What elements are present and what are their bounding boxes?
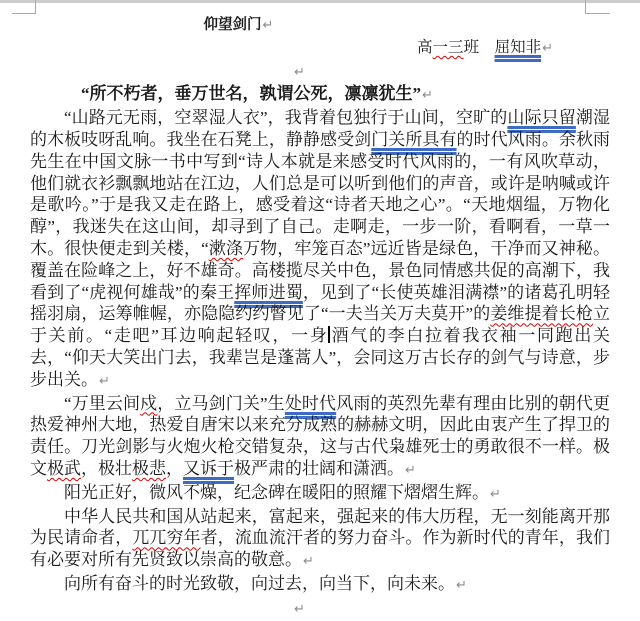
page-top-edge xyxy=(0,0,640,3)
text-run: 立于关前。“走吧”耳边响起轻叹，一身 xyxy=(30,304,611,346)
text-run: 酒气的李白拉着我衣袖一同跑出关去，“仰天大笑出门去，我辈岂是蓬蒿人”，会同这万古长存的剑气与诗意，步步出关。 xyxy=(30,326,611,389)
pilcrow-mark: ↵ xyxy=(303,554,314,570)
text-run: 班 xyxy=(463,38,495,56)
spellcheck-flagged-text: 兀兀穷年 xyxy=(132,528,201,548)
empty-line[interactable] xyxy=(30,60,610,84)
pilcrow-mark: ↵ xyxy=(99,373,110,389)
pilcrow-mark: ↵ xyxy=(405,462,416,478)
body-paragraph[interactable] xyxy=(30,506,610,573)
spellcheck-flagged-text: 一三 xyxy=(432,38,464,56)
spellcheck-flagged-text: 漱涤 xyxy=(208,238,244,258)
text-run: 的时代风雨。余秋雨先生在中国文脉一书中写到“诗人本就是来感受时代风雨的，一有风吹草动，他们就衣衫飘飘地站在江边，人们总是可以听到他们的声音，或许是呐喊或许是歌吟。”于是我又走在路上，感受着这“诗者天地之心”。“天地烟缊，万物化醇”，我迷失在这山间，却寻到了自己。走啊走，一步一阶，看啊看，一草一木。很快便走到关楼，“ xyxy=(30,129,611,258)
document-title-line[interactable] xyxy=(30,15,610,37)
grammar-flagged-text: 又诉于 xyxy=(183,458,234,478)
grammar-flagged-text: 挥师进蜀 xyxy=(234,282,303,302)
pilcrow-mark: ↵ xyxy=(542,40,553,56)
spellcheck-flagged-text: 极武 xyxy=(47,458,81,478)
author-line[interactable] xyxy=(30,37,610,60)
grammar-flagged-text: 山际只留 xyxy=(507,108,576,128)
text-run: 者，流血流汗者的努力奋斗。作为新时代的青年，我们有必要对所有先贤致以崇高的敬意。 xyxy=(30,528,611,570)
empty-line[interactable] xyxy=(30,597,610,621)
text-run: “万里云间 xyxy=(64,393,141,413)
body-paragraph[interactable] xyxy=(30,573,610,597)
pilcrow-mark: ↵ xyxy=(262,18,274,33)
text-run: “所不朽者，垂万世名，孰谓公死，凛凛犹生” xyxy=(81,84,421,104)
text-run: 阳光正好，微风不燥，纪念碑在暖阳的照耀下熠熠生辉。 xyxy=(64,482,489,502)
margin-crop-mark-right xyxy=(585,0,610,14)
pilcrow-mark: ↵ xyxy=(456,577,467,593)
epigraph-line[interactable] xyxy=(30,83,610,107)
spellcheck-flagged-text: 极悲 xyxy=(132,458,166,478)
grammar-flagged-text: 处时代 xyxy=(284,393,337,413)
grammar-flagged-text: 门关所具有 xyxy=(371,129,457,149)
text-run: 极严肃的壮阔和潇洒。 xyxy=(234,458,404,478)
body-paragraph[interactable] xyxy=(30,107,610,392)
pilcrow-mark: ↵ xyxy=(422,88,433,104)
pilcrow-mark: ↵ xyxy=(490,486,501,502)
document-text-area[interactable] xyxy=(30,15,610,621)
text-run: 万物，牢笼百态”远近皆是绿色，干净而又神秘。覆盖在险峰之上，好不雄奇。高楼揽尽关中色，景色同情感共促的高潮下，我看到了“虎视何雄哉”的秦王 xyxy=(30,238,611,302)
text-run: 中华人民共和国从站起来，富起来，强起来的伟大历程，无一刻能离开那为民请命者， xyxy=(30,506,610,548)
pilcrow-mark: ↵ xyxy=(294,601,305,617)
text-run: 向所有奋斗的时光致敬，向过去，向当下，向未来。 xyxy=(64,573,455,593)
text-run: “山路元无雨，空翠湿人衣”，我背着包独行于山间，空旷的 xyxy=(64,108,508,128)
text-run: ， xyxy=(166,458,183,478)
pilcrow-mark: ↵ xyxy=(294,64,305,80)
text-run: 高 xyxy=(417,38,433,56)
margin-crop-mark-left xyxy=(12,0,36,14)
text-run: 潮湿的木板吱呀乱响。我坐在石凳上，静静感受剑 xyxy=(30,108,611,149)
text-run: ，极壮 xyxy=(81,458,132,478)
spellcheck-flagged-text: 戍 xyxy=(140,393,158,413)
grammar-flagged-text: 屈知非 xyxy=(494,38,542,56)
text-run: 风雨的英烈先辈有理由比别的朝代更热爱神州大地，热爱自唐宋以来充分成熟的赫赫文明，因此由衷产生了捍卫的责任。刀光剑影与火炮火枪交错复杂，这与古代枭雄死士的勇敢很不一样。极文 xyxy=(30,393,611,478)
text-run: 仰望剑门 xyxy=(203,17,262,33)
body-paragraph[interactable] xyxy=(30,482,610,506)
spellcheck-flagged-text: 姜维提着长枪 xyxy=(490,304,594,324)
body-paragraph[interactable] xyxy=(30,393,610,482)
text-run: ，见到了“长使英雄泪满襟”的诸葛孔明轻摇羽扇，运筹帷幄，亦隐隐约约瞥见了“一夫当关万夫莫开”的 xyxy=(30,282,611,324)
text-run: ，立马剑门关”生 xyxy=(157,393,285,413)
